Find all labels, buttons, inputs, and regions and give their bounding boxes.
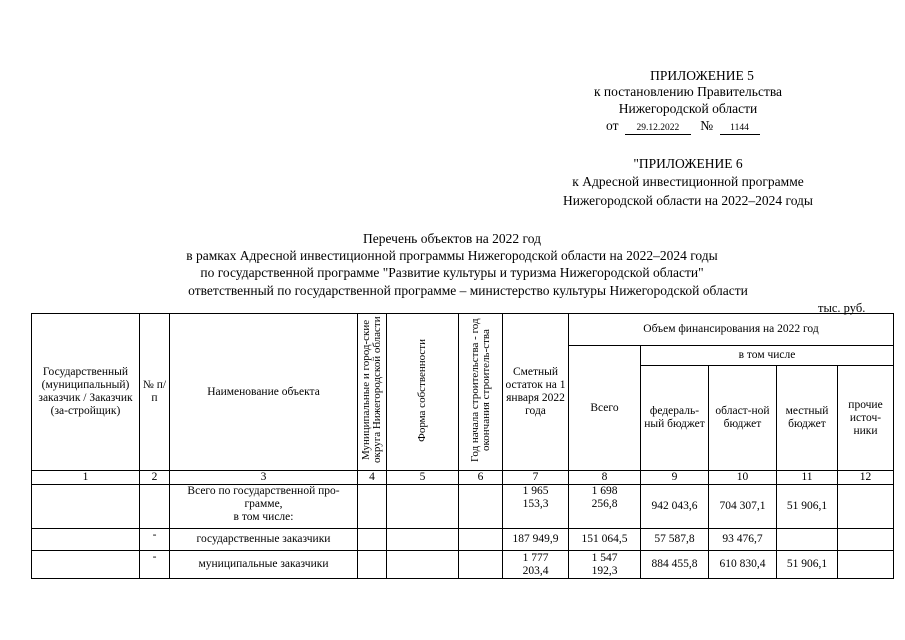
object-name-line: в том числе: xyxy=(233,511,294,523)
object-name-line: Всего по государственной про- xyxy=(187,485,340,497)
header-object-name: Наименование объекта xyxy=(170,314,358,471)
header-municipal xyxy=(358,314,387,471)
cell-total xyxy=(569,551,641,579)
cell-ownership xyxy=(387,551,459,579)
appendix5-title: ПРИЛОЖЕНИЕ 5 xyxy=(650,68,754,83)
cell-regional: 610 830,4 xyxy=(709,551,777,579)
cell-regional: 93 476,7 xyxy=(709,529,777,551)
col-number: 7 xyxy=(503,471,569,485)
table-row xyxy=(32,529,894,551)
col-number: 1 xyxy=(32,471,140,485)
cell-total xyxy=(569,485,641,529)
col-number: 2 xyxy=(140,471,170,485)
cell-estimate xyxy=(503,551,569,579)
header-local: местный бюджет xyxy=(777,366,838,471)
cell-other xyxy=(838,485,894,529)
cell-object-name xyxy=(170,529,358,551)
appendix6-line2: Нижегородской области на 2022–2024 годы xyxy=(563,193,813,208)
appendix5-from-label: от xyxy=(606,118,619,133)
header-estimate: Сметный остаток на 1 января 2022 года xyxy=(503,314,569,471)
document-heading-line4: ответственный по государственной программе – министерство культуры Нижегородской области xyxy=(188,283,748,298)
document-heading-line3: по государственной программе "Развитие культуры и туризма Нижегородской области" xyxy=(200,265,704,280)
header-federal: федераль-ный бюджет xyxy=(641,366,709,471)
cell-other xyxy=(838,529,894,551)
cell-years xyxy=(459,485,503,529)
cell-estimate xyxy=(503,485,569,529)
header-municipal-text: Муниципальные и город-ские округа Нижегородской области xyxy=(360,316,383,464)
col-number: 6 xyxy=(459,471,503,485)
appendix5-date-line xyxy=(606,118,760,135)
units-label: тыс. руб. xyxy=(818,301,866,315)
estimate-line: 203,4 xyxy=(522,564,549,577)
financing-table xyxy=(31,313,894,579)
col-number: 10 xyxy=(709,471,777,485)
total-line: 1 547 xyxy=(591,551,618,564)
cell-years xyxy=(459,529,503,551)
cell-municipal xyxy=(358,485,387,529)
total-line: 151 064,5 xyxy=(581,533,628,545)
cell-customer xyxy=(32,551,140,579)
col-number: 12 xyxy=(838,471,894,485)
document-heading-line1: Перечень объектов на 2022 год xyxy=(363,231,541,246)
estimate-line: 187 949,9 xyxy=(512,533,559,545)
estimate-line: 153,3 xyxy=(522,498,549,510)
cell-ownership xyxy=(387,529,459,551)
object-name-line: муниципальные заказчики xyxy=(198,558,329,570)
col-number: 4 xyxy=(358,471,387,485)
header-regional: област-ной бюджет xyxy=(709,366,777,471)
header-years xyxy=(459,314,503,471)
col-number: 8 xyxy=(569,471,641,485)
appendix5-date: 29.12.2022 xyxy=(625,122,691,135)
header-total: Всего xyxy=(569,346,641,471)
cell-ownership xyxy=(387,485,459,529)
col-number: 11 xyxy=(777,471,838,485)
estimate-line: 1 965 xyxy=(522,485,549,497)
cell-federal: 884 455,8 xyxy=(641,551,709,579)
col-number: 5 xyxy=(387,471,459,485)
cell-local xyxy=(777,529,838,551)
appendix5-number: 1144 xyxy=(720,122,760,135)
cell-regional: 704 307,1 xyxy=(709,485,777,529)
appendix6-line1: к Адресной инвестиционной программе xyxy=(572,174,804,189)
object-name-line: грамме, xyxy=(244,498,283,510)
appendix5-line2: Нижегородской области xyxy=(618,101,758,116)
col-number: 9 xyxy=(641,471,709,485)
total-line: 256,8 xyxy=(591,498,618,510)
header-ownership-text: Форма собственности xyxy=(416,338,428,442)
header-years-text: Год начала строительства - год окончания строитель-ства xyxy=(468,318,492,462)
header-num: № п/п xyxy=(140,314,170,471)
column-numbers-row xyxy=(32,471,894,485)
cell-federal: 57 587,8 xyxy=(641,529,709,551)
cell-object-name xyxy=(170,551,358,579)
cell-object-name xyxy=(170,485,358,529)
header-financing: Объем финансирования на 2022 год xyxy=(569,314,894,346)
cell-num: - xyxy=(140,529,170,551)
appendix5-no-label: № xyxy=(700,118,714,133)
header-including: в том числе xyxy=(641,346,894,366)
cell-num xyxy=(140,485,170,529)
header-customer: Государственный (муниципальный) заказчик / Заказчик (за-стройщик) xyxy=(32,314,140,471)
header-ownership xyxy=(387,314,459,471)
table-row xyxy=(32,551,894,579)
cell-total xyxy=(569,529,641,551)
cell-customer xyxy=(32,529,140,551)
cell-federal: 942 043,6 xyxy=(641,485,709,529)
cell-local: 51 906,1 xyxy=(777,551,838,579)
header-other: прочие источ-ники xyxy=(838,366,894,471)
table-row xyxy=(32,485,894,529)
cell-municipal xyxy=(358,551,387,579)
appendix6-title: "ПРИЛОЖЕНИЕ 6 xyxy=(633,156,743,171)
cell-other xyxy=(838,551,894,579)
cell-customer xyxy=(32,485,140,529)
cell-local: 51 906,1 xyxy=(777,485,838,529)
cell-estimate xyxy=(503,529,569,551)
appendix5-line1: к постановлению Правительства xyxy=(593,84,783,99)
estimate-line: 1 777 xyxy=(522,551,549,564)
object-name-line: государственные заказчики xyxy=(196,533,331,545)
cell-years xyxy=(459,551,503,579)
total-line: 1 698 xyxy=(591,485,618,497)
total-line: 192,3 xyxy=(591,564,618,577)
document-heading-line2: в рамках Адресной инвестиционной программы Нижегородской области на 2022–2024 годы xyxy=(186,248,718,263)
col-number: 3 xyxy=(170,471,358,485)
cell-municipal xyxy=(358,529,387,551)
cell-num: - xyxy=(140,551,170,579)
